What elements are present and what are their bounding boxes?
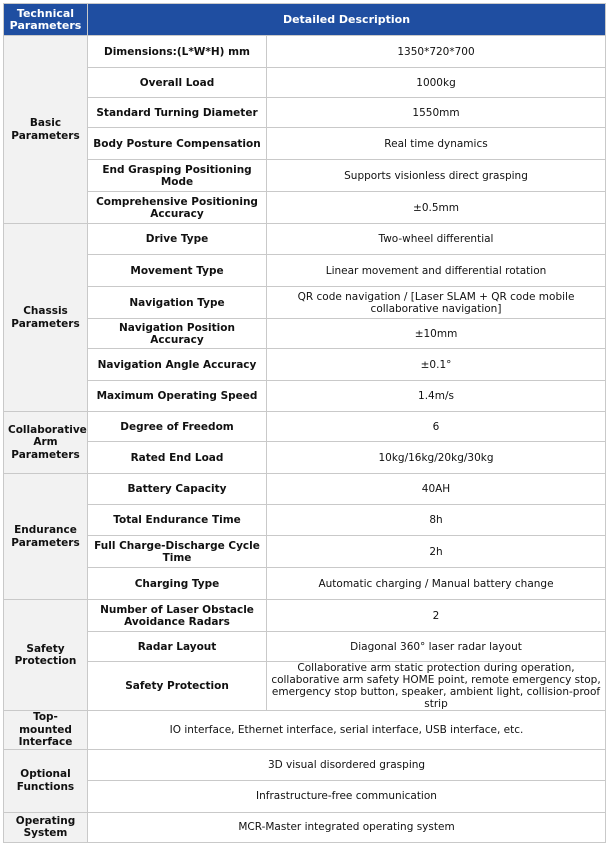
header-row xyxy=(4,4,606,36)
table-row xyxy=(4,160,606,192)
param-label: Degree of Freedom xyxy=(88,412,267,442)
param-value: 1.4m/s xyxy=(267,381,606,412)
category-endurance-parameters: Endurance Parameters xyxy=(4,474,88,600)
table-row xyxy=(4,255,606,287)
category-basic-parameters: Basic Parameters xyxy=(4,36,88,224)
param-label: Maximum Operating Speed xyxy=(88,381,267,412)
table-row xyxy=(4,287,606,319)
param-value: 1550mm xyxy=(267,98,606,128)
param-label: Rated End Load xyxy=(88,442,267,474)
param-value: 8h xyxy=(267,505,606,536)
table-row xyxy=(4,568,606,600)
param-label: Comprehensive Positioning Accuracy xyxy=(88,192,267,224)
header-technical-parameters: Technical Parameters xyxy=(4,4,88,36)
category-safety-protection: Safety Protection xyxy=(4,600,88,711)
param-value: Diagonal 360° laser radar layout xyxy=(267,632,606,662)
table-row xyxy=(4,412,606,442)
category-collaborative-arm-parameters: Collaborative Arm Parameters xyxy=(4,412,88,474)
param-label: Radar Layout xyxy=(88,632,267,662)
param-label: Total Endurance Time xyxy=(88,505,267,536)
param-value: 6 xyxy=(267,412,606,442)
param-label: Full Charge-Discharge Cycle Time xyxy=(88,536,267,568)
table-row xyxy=(4,36,606,68)
table-row xyxy=(4,749,606,780)
param-value: 40AH xyxy=(267,474,606,505)
span-value: 3D visual disordered grasping xyxy=(88,749,606,780)
param-value: Supports visionless direct grasping xyxy=(267,160,606,192)
table-row xyxy=(4,381,606,412)
param-label: Overall Load xyxy=(88,68,267,98)
param-value: ±0.5mm xyxy=(267,192,606,224)
table-row xyxy=(4,192,606,224)
table-row xyxy=(4,812,606,842)
param-value: 2 xyxy=(267,600,606,632)
category-top-mounted-interface: Top-mounted Interface xyxy=(4,711,88,750)
table-row xyxy=(4,600,606,632)
span-value: MCR-Master integrated operating system xyxy=(88,812,606,842)
param-label: Navigation Type xyxy=(88,287,267,319)
table-row xyxy=(4,711,606,750)
param-label: End Grasping Positioning Mode xyxy=(88,160,267,192)
table-row xyxy=(4,349,606,381)
param-label: Dimensions:(L*W*H) mm xyxy=(88,36,267,68)
param-value: ±0.1° xyxy=(267,349,606,381)
param-value: 1350*720*700 xyxy=(267,36,606,68)
table-row xyxy=(4,442,606,474)
table-row xyxy=(4,780,606,812)
table-row xyxy=(4,505,606,536)
param-label: Drive Type xyxy=(88,224,267,255)
table-row xyxy=(4,536,606,568)
table-row xyxy=(4,632,606,662)
category-optional-functions: Optional Functions xyxy=(4,749,88,812)
param-label: Safety Protection xyxy=(88,662,267,711)
param-value: 10kg/16kg/20kg/30kg xyxy=(267,442,606,474)
header-detailed-description: Detailed Description xyxy=(88,4,606,36)
param-value: Two-wheel differential xyxy=(267,224,606,255)
table-row xyxy=(4,128,606,160)
span-value: IO interface, Ethernet interface, serial interface, USB interface, etc. xyxy=(88,711,606,750)
param-label: Movement Type xyxy=(88,255,267,287)
table-row xyxy=(4,662,606,711)
param-label: Charging Type xyxy=(88,568,267,600)
span-value: Infrastructure-free communication xyxy=(88,780,606,812)
table-row xyxy=(4,319,606,349)
param-value: ±10mm xyxy=(267,319,606,349)
param-value: Real time dynamics xyxy=(267,128,606,160)
param-label: Navigation Position Accuracy xyxy=(88,319,267,349)
param-label: Navigation Angle Accuracy xyxy=(88,349,267,381)
category-chassis-parameters: Chassis Parameters xyxy=(4,224,88,412)
category-operating-system: Operating System xyxy=(4,812,88,842)
param-value: Linear movement and differential rotation xyxy=(267,255,606,287)
table-row xyxy=(4,474,606,505)
table-row xyxy=(4,68,606,98)
param-label: Standard Turning Diameter xyxy=(88,98,267,128)
table-row xyxy=(4,224,606,255)
spec-table xyxy=(3,3,606,843)
param-value: 1000kg xyxy=(267,68,606,98)
param-value: 2h xyxy=(267,536,606,568)
table-row xyxy=(4,98,606,128)
param-label: Number of Laser Obstacle Avoidance Radars xyxy=(88,600,267,632)
param-label: Battery Capacity xyxy=(88,474,267,505)
param-value: QR code navigation / [Laser SLAM + QR code mobile collaborative navigation] xyxy=(267,287,606,319)
param-value: Collaborative arm static protection during operation, collaborative arm safety HOME point, remote emergency stop, emergency stop button, speaker, ambient light, collision-proof strip xyxy=(267,662,606,711)
param-label: Body Posture Compensation xyxy=(88,128,267,160)
param-value: Automatic charging / Manual battery change xyxy=(267,568,606,600)
